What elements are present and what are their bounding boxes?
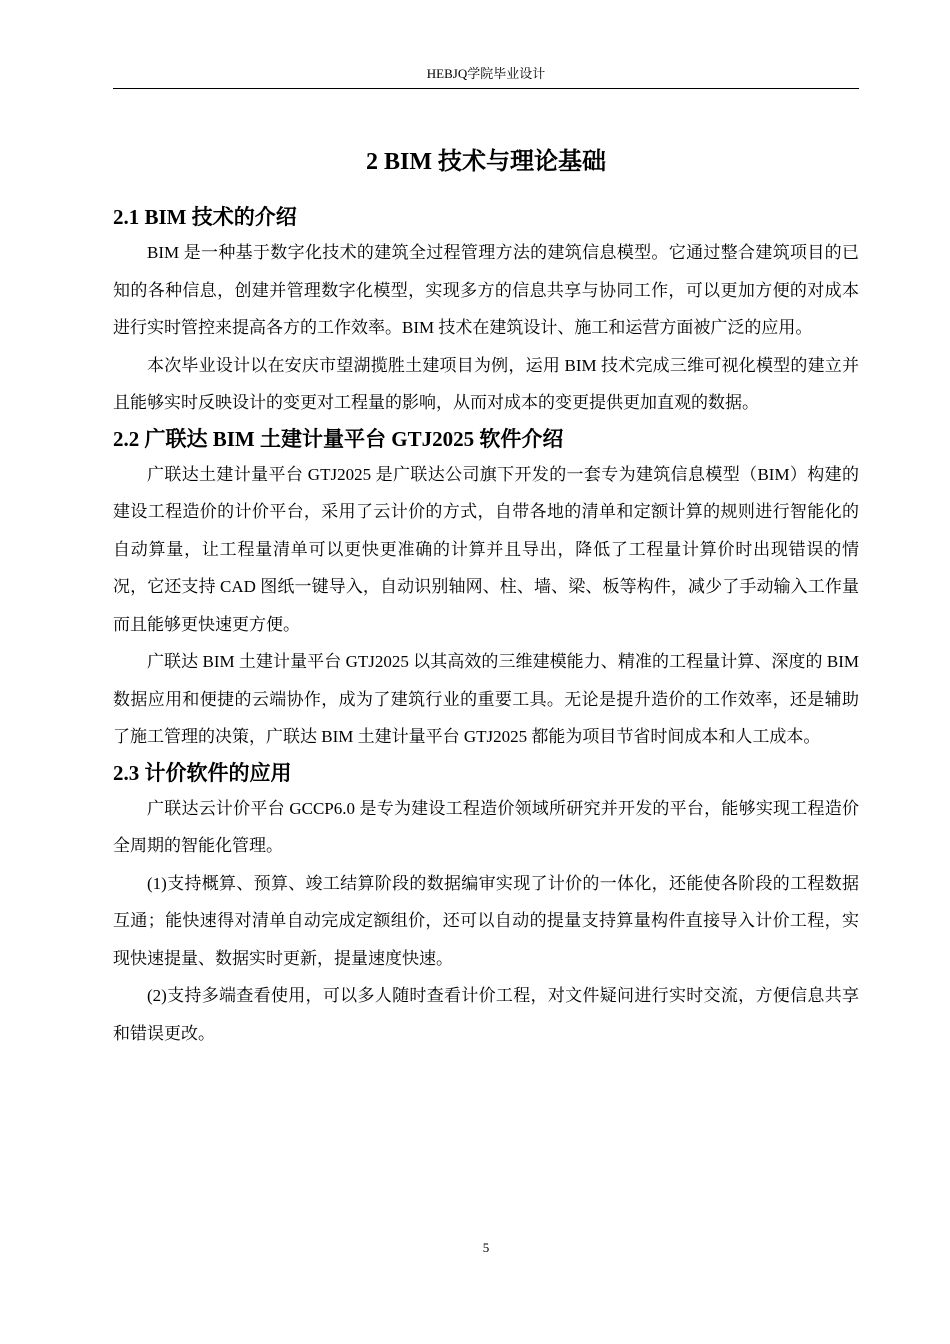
paragraph: (1)支持概算、预算、竣工结算阶段的数据编审实现了计价的一体化，还能使各阶段的工程数据互通；能快速得对清单自动完成定额组价，还可以自动的提量支持算量构件直接导入计价工程，实现快速提量、数据实时更新，提量速度快速。 (113, 873, 859, 968)
paragraph: (2)支持多端查看使用，可以多人随时查看计价工程，对文件疑问进行实时交流，方便信息共享和错误更改。 (113, 986, 859, 1043)
chapter-title: 2 BIM 技术与理论基础 (366, 149, 606, 175)
page-header: HEBJQ学院毕业设计 (113, 62, 859, 89)
paragraph: 本次毕业设计以在安庆市望湖揽胜土建项目为例，运用 BIM 技术完成三维可视化模型的建立并且能够实时反映设计的变更对工程量的影响，从而对成本的变更提供更加直观的数据。 (113, 355, 859, 412)
section-title-2-1: 2.1 BIM 技术的介绍 (113, 205, 297, 229)
section-title-2-3: 2.3 计价软件的应用 (113, 760, 292, 785)
paragraph: 广联达云计价平台 GCCP6.0 是专为建设工程造价领域所研究并开发的平台，能够实现工程造价全周期的智能化管理。 (113, 798, 859, 855)
page-content (113, 132, 859, 1052)
paragraph: 广联达 BIM 土建计量平台 GTJ2025 以其高效的三维建模能力、精准的工程量计算、深度的 BIM 数据应用和便捷的云端协作，成为了建筑行业的重要工具。无论是提升造价的工作效率，还是辅助了施工管理的决策，广联达 BIM 土建计量平台 GTJ2025 都能为项目节省时间成本和人工成本。 (113, 652, 859, 746)
paragraph: BIM 是一种基于数字化技术的建筑全过程管理方法的建筑信息模型。它通过整合建筑项目的已知的各种信息，创建并管理数字化模型，实现多方的信息共享与协同工作，可以更加方便的对成本进行实时管控来提高各方的工作效率。BIM 技术在建筑设计、施工和运营方面被广泛的应用。 (113, 243, 859, 337)
page-number: 5 (482, 1240, 490, 1255)
paragraph: 广联达土建计量平台 GTJ2025 是广联达公司旗下开发的一套专为建筑信息模型（BIM）构建的建设工程造价的计价平台，采用了云计价的方式，自带各地的清单和定额计算的规则进行智能化的自动算量，让工程量清单可以更快更准确的计算并且导出，降低了工程量计算价时出现错误的情况，它还支持 CAD 图纸一键导入，自动识别轴网、柱、墙、梁、板等构件，减少了手动输入工作量而且能够更快速更方便。 (113, 464, 859, 634)
section-title-2-2: 2.2 广联达 BIM 土建计量平台 GTJ2025 软件介绍 (113, 426, 564, 451)
